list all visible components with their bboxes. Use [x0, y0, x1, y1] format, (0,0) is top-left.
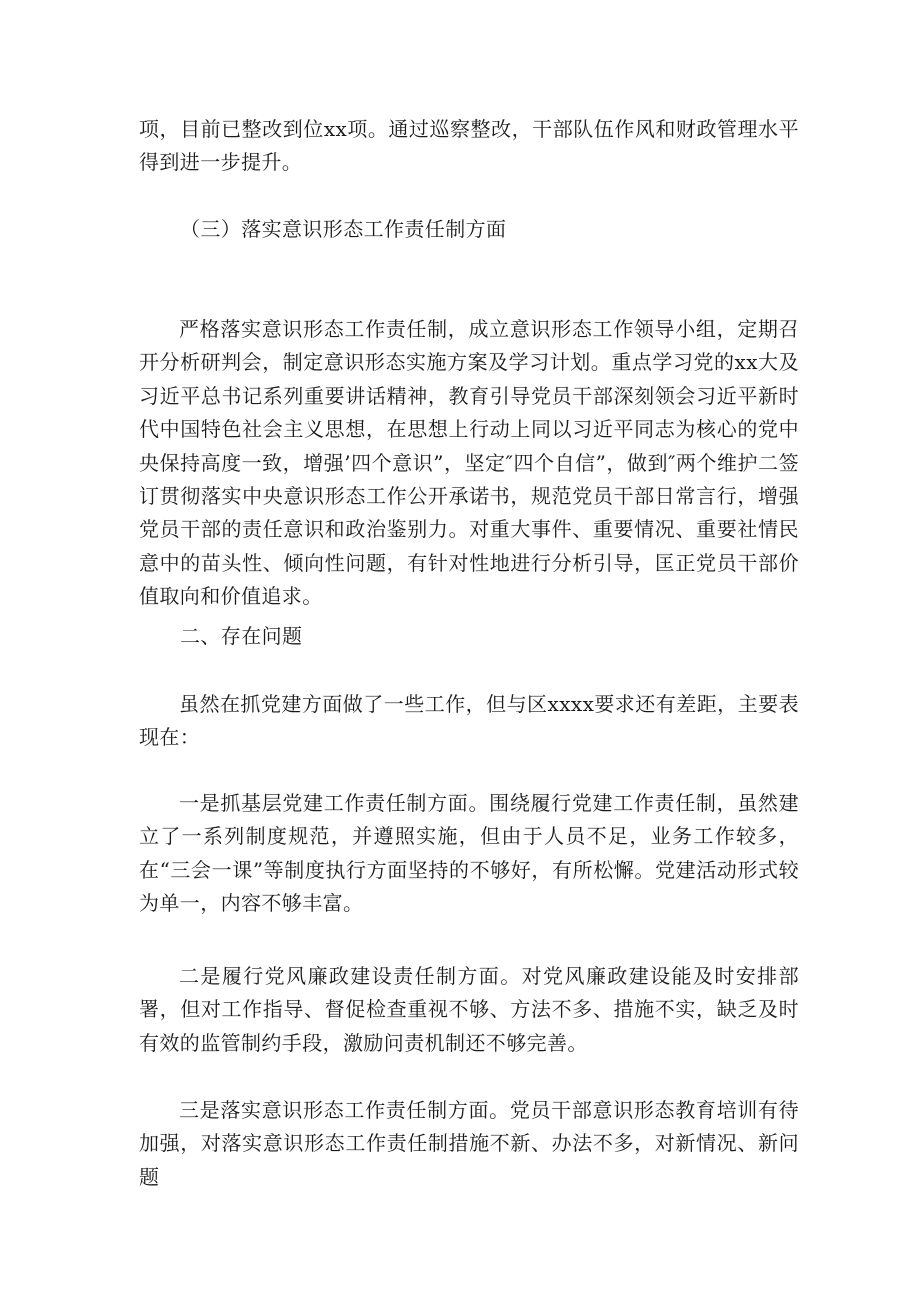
section-heading-3: （三）落实意识形态工作责任制方面 [180, 217, 507, 241]
section-heading-2: 二、存在问题 [180, 624, 303, 648]
continued-paragraph: 项，目前已整改到位xx项。通过巡察整改，干部队伍作风和财政管理水平得到进一步提升。 [139, 117, 799, 175]
problem-one-paragraph: 一是抓基层党建工作责任制方面。围绕履行党建工作责任制，虽然建立了一系列制度规范，并遵照实施，但由于人员不足，业务工作较多，在“三会一课”等制度执行方面坚持的不够好，有所松懈。党建活动形式较为单一，内容不够丰富。 [139, 791, 799, 916]
problems-intro-paragraph: 虽然在抓党建方面做了一些工作，但与区xxxx要求还有差距，主要表现在： [139, 692, 799, 750]
problem-two-paragraph: 二是履行党风廉政建设责任制方面。对党风廉政建设能及时安排部署，但对工作指导、督促检查重视不够、方法不多、措施不实，缺乏及时有效的监管制约手段，激励问责机制还不够完善。 [139, 964, 799, 1055]
ideology-paragraph: 严格落实意识形态工作责任制，成立意识形态工作领导小组，定期召开分析研判会，制定意识形态实施方案及学习计划。重点学习党的xx大及习近平总书记系列重要讲话精神，教育引导党员干部深刻领会习近平新时代中国特色社会主义思想，在思想上行动上同以习近平同志为核心的党中央保持高度一致，增强’四个意识”，坚定″四个自信”，做到″两个维护二签订贯彻落实中央意识形态工作公开承诺书，规范党员干部日常言行，增强党员干部的责任意识和政治鉴别力。对重大事件、重要情况、重要社情民意中的苗头性、倾向性问题，有针对性地进行分析引导，匡正党员干部价值取向和价值追求。 [139, 317, 799, 609]
problem-three-paragraph: 三是落实意识形态工作责任制方面。党员干部意识形态教育培训有待加强，对落实意识形态工作责任制措施不新、办法不多，对新情况、新问题 [139, 1098, 799, 1189]
